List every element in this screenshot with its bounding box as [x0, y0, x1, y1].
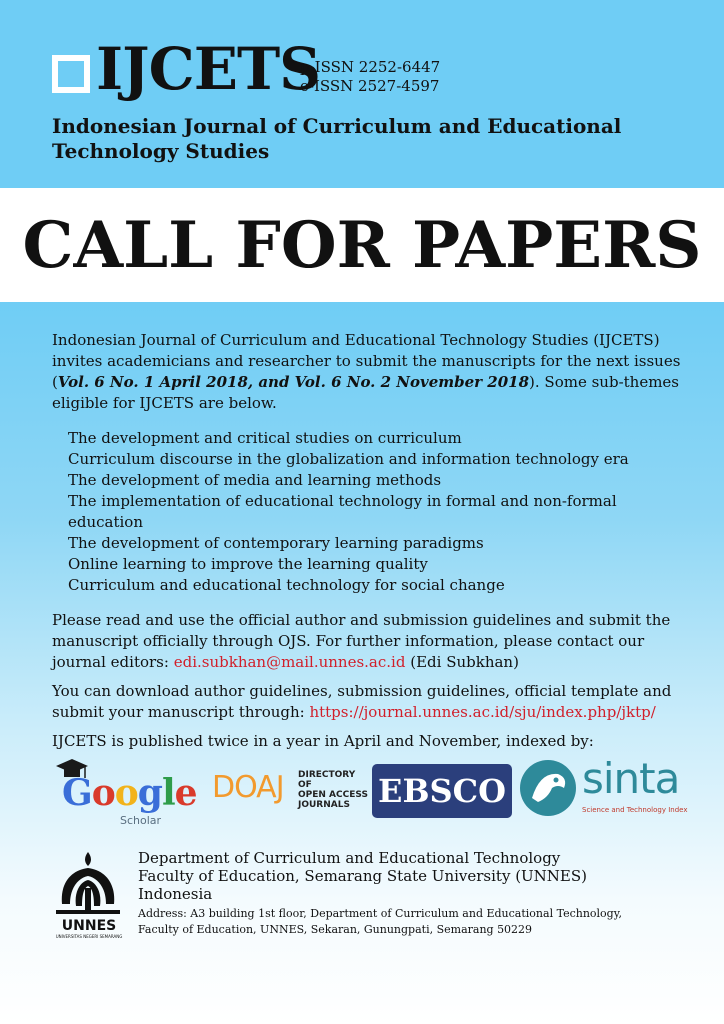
unnes-name: UNNES: [61, 918, 117, 934]
issn-block: [300, 58, 440, 96]
wayang-emblem-icon: [518, 758, 578, 818]
google-scholar-label: Scholar: [120, 814, 162, 827]
banner: [0, 188, 724, 302]
department-block: [138, 849, 587, 903]
doaj-word: DOAJ: [212, 770, 284, 805]
unnes-subtitle: UNIVERSITAS NEGERI SEMARANG: [55, 934, 123, 939]
p-issn: p-ISSN 2252-6447: [300, 58, 441, 76]
intro-text-after: ). Some sub-themes eligible for IJCETS are below.: [52, 373, 680, 412]
address-line: Address: A3 building 1st floor, Department of Curriculum and Educational Technology,: [138, 907, 622, 920]
themes-list: [52, 428, 682, 596]
theme-item: Curriculum and educational technology for social change: [68, 576, 505, 594]
doaj-sub-line: OPEN ACCESS: [298, 790, 368, 800]
logo-square-icon: [52, 55, 90, 93]
e-issn: e-ISSN 2527-4597: [300, 77, 440, 95]
theme-item: The implementation of educational technology in formal and non-formal education: [68, 492, 617, 531]
ebsco-logo[interactable]: EBSCO: [372, 764, 512, 818]
theme-item: The development of media and learning methods: [68, 471, 442, 489]
sinta-word: sinta: [582, 754, 680, 803]
download-text: You can download author guidelines, submission guidelines, official template and submit your manuscript through:: [52, 682, 672, 721]
main-content: [52, 330, 682, 752]
dept-line: Department of Curriculum and Educational Technology: [138, 849, 561, 867]
address-block: [138, 906, 698, 938]
editor-email-link[interactable]: edi.subkhan@mail.unnes.ac.id: [173, 653, 406, 671]
doaj-subtitle: [298, 770, 372, 810]
journal-title: Indonesian Journal of Curriculum and Educational Technology Studies: [52, 114, 622, 163]
indexed-text: IJCETS is published twice in a year in April and November, indexed by:: [52, 732, 594, 750]
google-scholar-logo[interactable]: [52, 760, 210, 826]
doaj-logo[interactable]: [212, 770, 372, 816]
index-logos: [52, 752, 688, 830]
intro-text-before: Indonesian Journal of Curriculum and Educational Technology Studies (IJCETS) invites academicians and researcher to submit the manuscripts for the next issues (: [52, 331, 681, 391]
unnes-emblem-icon: [52, 848, 124, 918]
guidelines-text: Please read and use the official author and submission guidelines and submit the manuscript officially through OJS. For further information, please contact our journal editors:: [52, 611, 671, 671]
journal-logo-text: IJCETS: [96, 35, 320, 103]
journal-url-link[interactable]: https://journal.unnes.ac.id/sju/index.php/jktp/: [309, 703, 656, 721]
header: [0, 0, 724, 188]
page-title: CALL FOR PAPERS: [22, 208, 702, 283]
dept-line: Faculty of Education, Semarang State University (UNNES): [138, 867, 588, 885]
editor-name: (Edi Subkhan): [405, 653, 519, 671]
google-word: Google: [62, 772, 197, 814]
doaj-sub-line: DIRECTORY OF: [298, 770, 356, 790]
sinta-logo[interactable]: [582, 752, 702, 828]
theme-item: Curriculum discourse in the globalization and information technology era: [68, 450, 629, 468]
download-paragraph: [52, 681, 682, 723]
theme-item: Online learning to improve the learning quality: [68, 555, 428, 573]
address-line: Faculty of Education, UNNES, Sekaran, Gunungpati, Semarang 50229: [138, 923, 533, 936]
intro-paragraph: [52, 330, 682, 414]
guidelines-paragraph: [52, 610, 682, 673]
doaj-sub-line: JOURNALS: [298, 800, 350, 810]
dept-line: Indonesia: [138, 885, 213, 903]
footer: [52, 848, 682, 948]
intro-issues: Vol. 6 No. 1 April 2018, and Vol. 6 No. 2 November 2018: [57, 373, 530, 391]
theme-item: The development and critical studies on curriculum: [68, 429, 462, 447]
theme-item: The development of contemporary learning paradigms: [68, 534, 484, 552]
sinta-subtitle: Science and Technology Index: [582, 806, 688, 814]
